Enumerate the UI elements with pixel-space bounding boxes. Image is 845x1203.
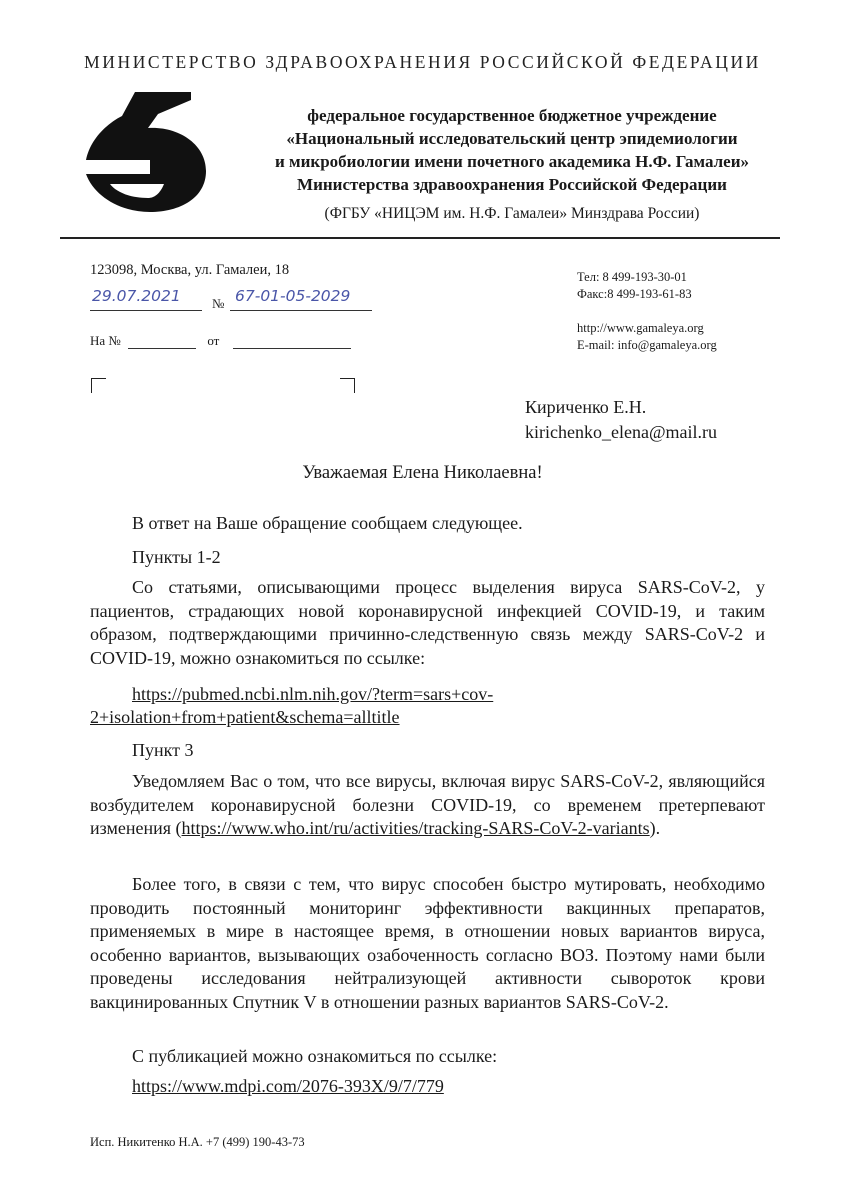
number-sign: № (212, 296, 225, 311)
contact-website: http://www.gamaleya.org (577, 321, 704, 335)
publication-intro: С публикацией можно ознакомиться по ссылке: (132, 1046, 498, 1066)
research-paragraph: Более того, в связи с тем, что вирус способен быстро мутировать, необходимо проводить постоянный мониторинг эффективности вакцинных препаратов, применяемых в мире в настоящее время, в отношении новых вариантов вируса, особенно вариантов, вызывающих озабоченность согласно ВОЗ. Поэтому нами были проведены исследования нейтрализующей активности сывороток крови вакцинированных Спутник V в отношении разных вариантов SARS-CoV-2. (90, 874, 765, 1012)
contact-phone: Тел: 8 499-193-30-01 (577, 270, 687, 284)
address-corner-left (91, 378, 106, 393)
date-underline (90, 310, 202, 311)
org-line: и микробиологии имени почетного академика Н.Ф. Гамалеи» (274, 152, 749, 171)
pubmed-link-line2[interactable]: 2+isolation+from+patient&schema=alltitle (90, 707, 400, 727)
ref-label: На № (90, 333, 121, 348)
organization-short-name: (ФГБУ «НИЦЭМ им. Н.Ф. Гамалеи» Минздрава России) (324, 205, 700, 222)
from-blank (233, 348, 351, 349)
org-line: федеральное государственное бюджетное учреждение (307, 106, 717, 125)
point1-paragraph: Со статьями, описывающими процесс выделения вируса SARS-CoV-2, у пациентов, страдающих новой коронавирусной инфекцией COVID-19, и таким образом, подтверждающими причинно-следственную связь между SARS-CoV-2 и COVID-19, можно ознакомиться по ссылке: (90, 577, 765, 668)
from-label: от (207, 333, 220, 348)
letter-date: 29.07.2021 (92, 287, 181, 305)
executor-contact: Исп. Никитенко Н.А. +7 (499) 190-43-73 (90, 1135, 305, 1149)
publication-link-wrap[interactable] (132, 1075, 762, 1099)
reference-line (90, 333, 351, 349)
org-line: Министерства здравоохранения Российской Федерации (297, 175, 727, 194)
organization-name (232, 104, 792, 196)
recipient-name: Кириченко Е.Н. (525, 397, 647, 417)
gamaleya-logo-icon (60, 86, 220, 214)
address-corner-right (340, 378, 355, 393)
greeting: Уважаемая Елена Николаевна! (302, 463, 543, 483)
contact-email: E-mail: info@gamaleya.org (577, 338, 717, 352)
point1-heading: Пункты 1-2 (132, 547, 221, 567)
letter-number: 67-01-05-2029 (235, 287, 351, 305)
point3-heading: Пункт 3 (132, 740, 194, 760)
number-underline (230, 310, 372, 311)
pubmed-link[interactable] (132, 683, 772, 707)
point3-text: Уведомляем Вас о том, что все вирусы, включая вирус SARS-CoV-2, являющийся возбудителем коронавирусной болезни COVID-19, со временем претерпевают изменения ( (90, 771, 765, 838)
intro-paragraph: В ответ на Ваше обращение сообщаем следующее. (132, 513, 523, 533)
contact-fax: Факс:8 499-193-61-83 (577, 287, 692, 301)
pubmed-link-cont[interactable] (90, 706, 765, 730)
mdpi-publication-link[interactable]: https://www.mdpi.com/2076-393X/9/7/779 (132, 1076, 444, 1096)
pubmed-link-line1[interactable]: https://pubmed.ncbi.nlm.nih.gov/?term=sars+cov- (132, 684, 494, 704)
sender-address: 123098, Москва, ул. Гамалеи, 18 (90, 262, 290, 278)
point3-paragraph (90, 770, 765, 841)
recipient-email: kirichenko_elena@mail.ru (525, 422, 718, 442)
header-divider (60, 237, 780, 239)
ref-blank (128, 348, 196, 349)
point3-text-end: ). (649, 818, 661, 838)
who-variants-link[interactable]: https://www.who.int/ru/activities/tracking-SARS-CoV-2-variants (181, 818, 650, 838)
org-line: «Национальный исследовательский центр эпидемиологии (286, 129, 738, 148)
ministry-title: МИНИСТЕРСТВО ЗДРАВООХРАНЕНИЯ РОССИЙСКОЙ ФЕДЕРАЦИИ (84, 52, 761, 72)
